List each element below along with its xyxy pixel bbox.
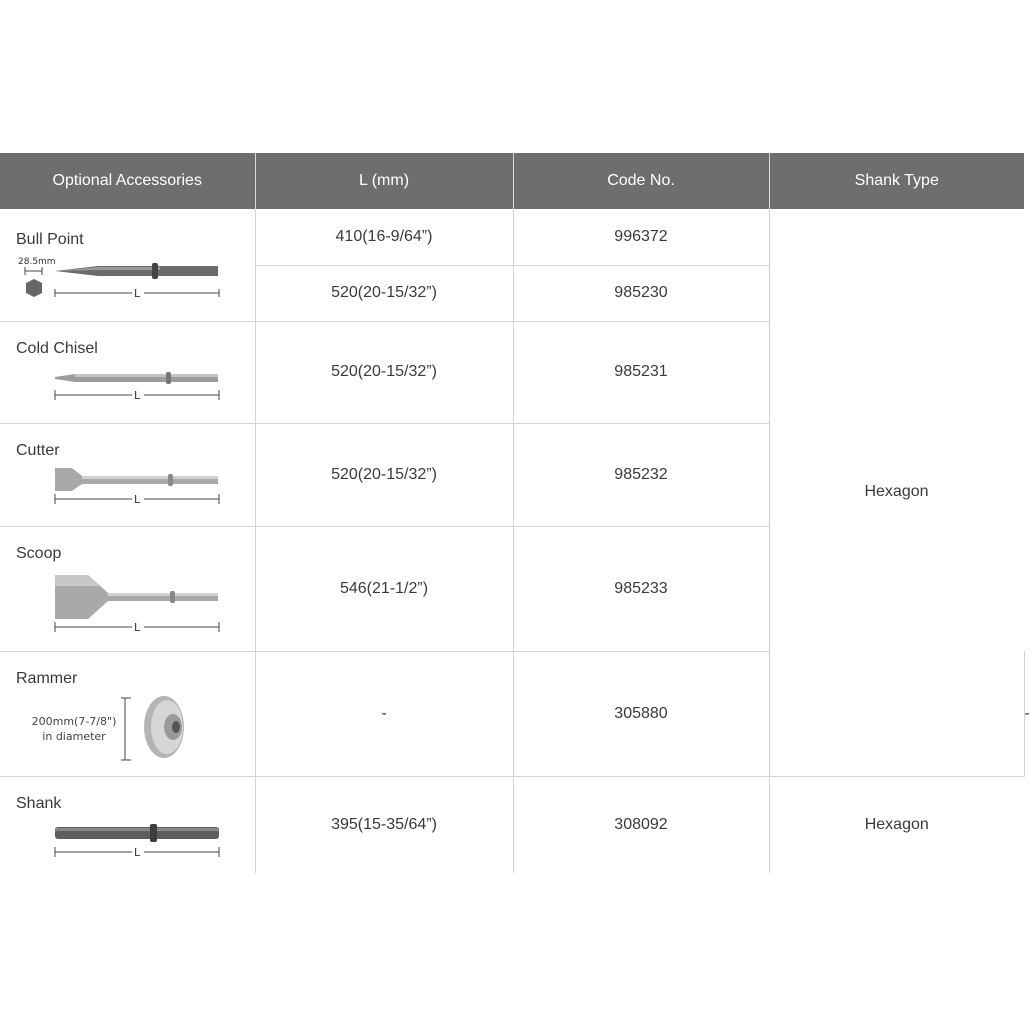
shank-type-cell-group: Hexagon bbox=[769, 209, 1024, 776]
header-length: L (mm) bbox=[255, 153, 513, 209]
accessory-cell-bull-point bbox=[0, 209, 255, 321]
header-code: Code No. bbox=[513, 153, 769, 209]
shank-type-cell: Hexagon bbox=[769, 776, 1024, 873]
code-cell: 985230 bbox=[513, 265, 769, 321]
code-cell: 305880 bbox=[513, 651, 769, 776]
diameter-label-line1: 200mm(7-7/8") bbox=[31, 714, 117, 728]
length-cell: 520(20-15/32”) bbox=[255, 423, 513, 526]
code-cell: 985231 bbox=[513, 321, 769, 423]
length-dimension-label: L bbox=[134, 845, 141, 859]
accessory-cell-shank bbox=[0, 776, 255, 873]
accessory-name: Rammer bbox=[16, 669, 78, 687]
rammer-tool-icon bbox=[0, 652, 255, 777]
length-dimension-label: L bbox=[134, 492, 141, 506]
length-cell: 395(15-35/64”) bbox=[255, 776, 513, 873]
header-shank: Shank Type bbox=[769, 153, 1024, 209]
code-cell: 985233 bbox=[513, 526, 769, 651]
code-cell: 985232 bbox=[513, 423, 769, 526]
length-dimension-label: L bbox=[134, 620, 141, 634]
accessory-name: Shank bbox=[16, 794, 62, 812]
scoop-tool-icon bbox=[0, 527, 255, 652]
accessory-cell-cold-chisel bbox=[0, 321, 255, 423]
accessory-name: Cold Chisel bbox=[16, 339, 98, 357]
header-accessories: Optional Accessories bbox=[0, 153, 255, 209]
table-row bbox=[0, 776, 1024, 873]
table-header-row bbox=[0, 153, 1024, 209]
length-cell: 410(16-9/64”) bbox=[255, 209, 513, 265]
cutter-tool-icon bbox=[0, 424, 255, 527]
width-dimension-label: 28.5mm bbox=[18, 257, 56, 267]
table-row bbox=[0, 209, 1024, 265]
table-row: Rammer 200mm(7-7/8") in diameter - 305880 - bbox=[0, 651, 1024, 776]
accessory-name: Bull Point bbox=[16, 231, 84, 248]
code-cell: 308092 bbox=[513, 776, 769, 873]
cold-chisel-tool-icon bbox=[0, 322, 255, 424]
accessory-name: Cutter bbox=[16, 441, 60, 459]
length-cell: 520(20-15/32”) bbox=[255, 265, 513, 321]
diameter-label-line2: in diameter bbox=[42, 729, 106, 743]
length-cell: - bbox=[255, 651, 513, 776]
bull-point-tool-icon bbox=[0, 209, 255, 321]
accessory-cell-rammer bbox=[0, 651, 255, 776]
code-cell: 996372 bbox=[513, 209, 769, 265]
accessory-name: Scoop bbox=[16, 544, 62, 562]
accessory-cell-scoop bbox=[0, 526, 255, 651]
length-dimension-label: L bbox=[134, 388, 141, 402]
shank-tool-icon bbox=[0, 777, 255, 874]
length-cell: 520(20-15/32”) bbox=[255, 321, 513, 423]
accessory-cell-cutter bbox=[0, 423, 255, 526]
length-cell: 546(21-1/2”) bbox=[255, 526, 513, 651]
length-dimension-label: L bbox=[134, 287, 141, 300]
accessories-table bbox=[0, 153, 1030, 873]
